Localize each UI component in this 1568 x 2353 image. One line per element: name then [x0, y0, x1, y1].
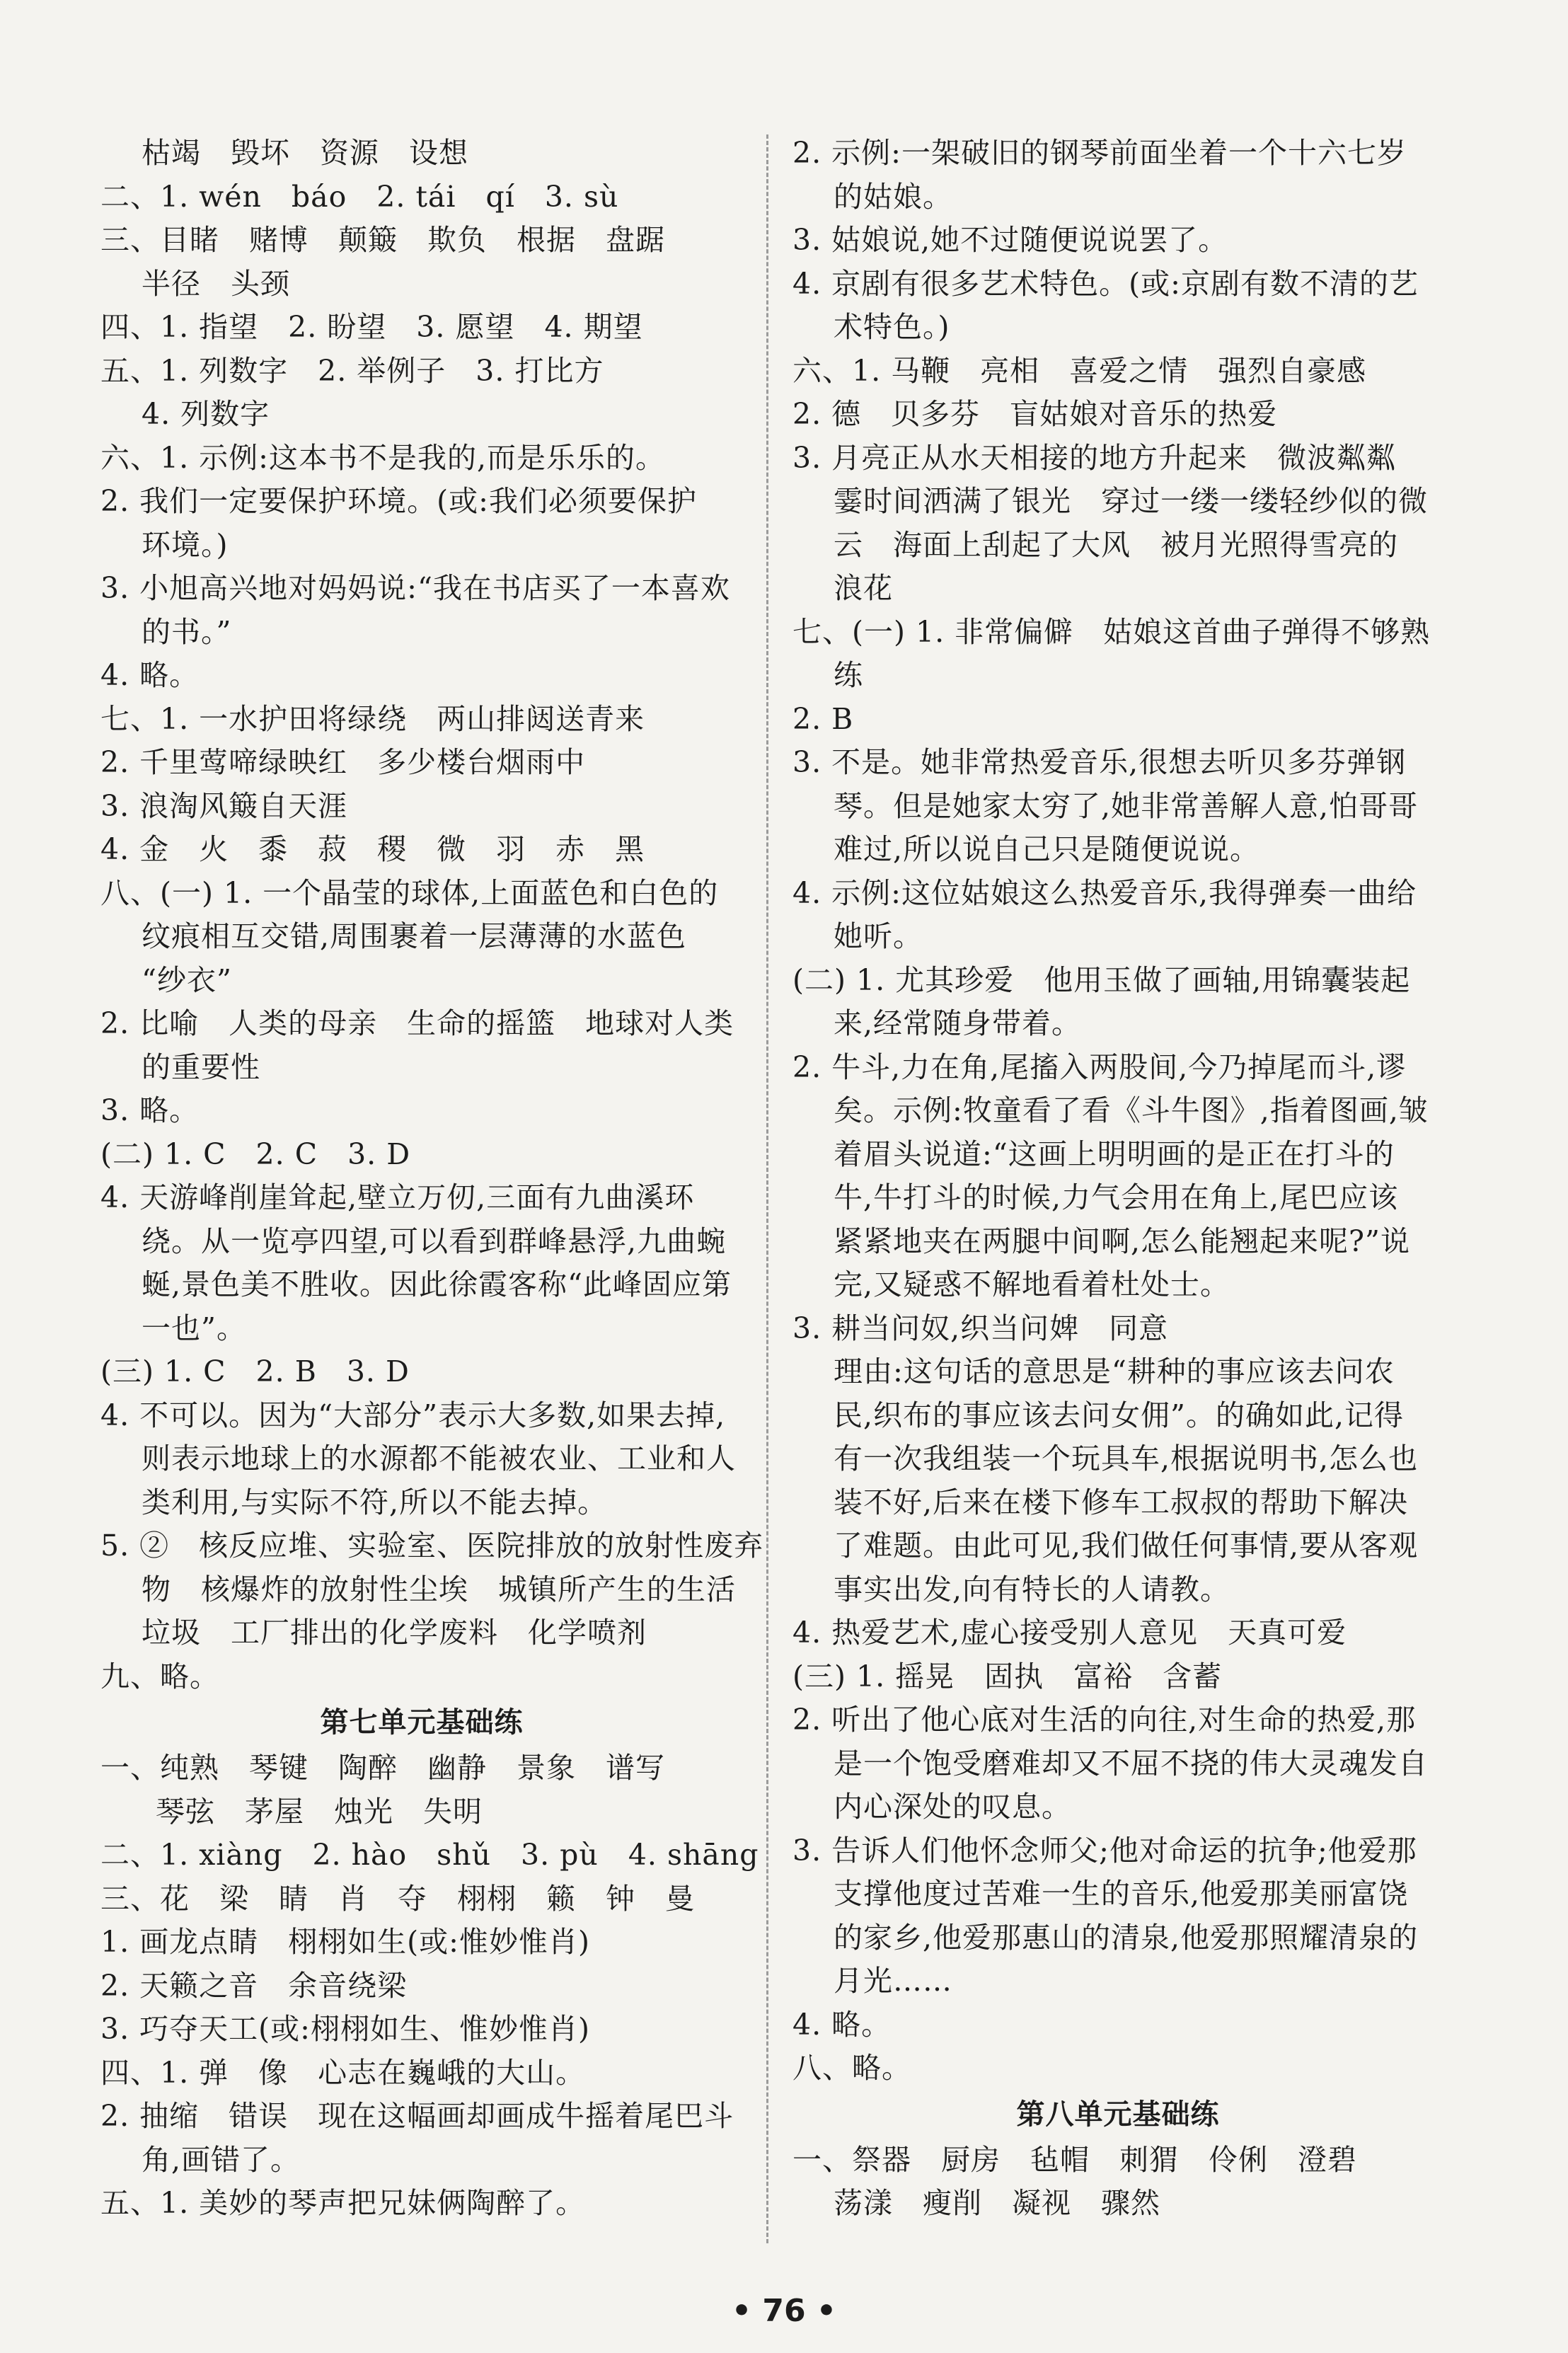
answer-line: 九、略。	[100, 1659, 219, 1693]
section-heading: 第七单元基础练	[320, 1706, 524, 1739]
answer-line: (二) 1. 尤其珍爱 他用玉做了画轴,用锦囊装起	[792, 962, 1411, 997]
answer-line: 5. ② 核反应堆、实验室、医院排放的放射性废弃	[100, 1529, 764, 1563]
answer-line: 六、1. 马鞭 亮相 喜爱之情 强烈自豪感	[792, 353, 1367, 388]
answer-line: 2. 我们一定要保护环境。(或:我们必须要保护	[100, 484, 697, 518]
answer-line: 4. 金 火 黍 菽 稷 微 羽 赤 黑	[100, 832, 645, 866]
answer-line: 的姑娘。	[834, 179, 952, 214]
answer-line: 则表示地球上的水源都不能被农业、工业和人	[142, 1442, 736, 1475]
answer-line: 事实出发,向有特长的人请教。	[834, 1572, 1230, 1606]
answer-line: 2. 听出了他心底对生活的向往,对生命的热爱,那	[792, 1703, 1417, 1737]
answer-line: 的重要性	[142, 1049, 260, 1084]
answer-line: (二) 1. C 2. C 3. D	[100, 1137, 411, 1171]
answer-line: 4. 不可以。因为“大部分”表示大多数,如果去掉,	[100, 1398, 726, 1432]
answer-line: 2. 比喻 人类的母亲 生命的摇篮 地球对人类	[100, 1006, 734, 1040]
answer-line: 3. 不是。她非常热爱音乐,很想去听贝多芬弹钢	[792, 745, 1407, 779]
answer-line: 牛,牛打斗的时候,力气会用在角上,尾巴应该	[834, 1180, 1399, 1214]
answer-line: 纹痕相互交错,周围裹着一层薄薄的水蓝色	[142, 919, 687, 953]
answer-line: 2. 天籁之音 余音绕梁	[100, 1968, 408, 2003]
answer-line: 类利用,与实际不符,所以不能去掉。	[142, 1485, 608, 1519]
answer-line: 完,又疑惑不解地看着杜处士。	[834, 1267, 1230, 1301]
answer-line: 琴弦 茅屋 烛光 失明	[156, 1794, 483, 1829]
answer-line: 蜒,景色美不胜收。因此徐霞客称“此峰固应第	[142, 1267, 732, 1301]
right-column	[792, 132, 1443, 2226]
answer-line: 3. 小旭高兴地对妈妈说:“我在书店买了一本喜欢	[100, 571, 730, 605]
answer-line: 绕。从一览亭四望,可以看到群峰悬浮,九曲蜿	[142, 1224, 727, 1258]
answer-line: 的家乡,他爱那惠山的清泉,他爱那照耀清泉的	[834, 1920, 1419, 1955]
answer-line: 三、花 梁 睛 肖 夺 栩栩 籁 钟 曼	[100, 1881, 695, 1916]
answer-line: 2. 千里莺啼绿映红 多少楼台烟雨中	[100, 745, 586, 779]
answer-line: (三) 1. C 2. B 3. D	[100, 1354, 410, 1388]
answer-line: 浪花	[834, 571, 893, 605]
answer-line: 角,画错了。	[142, 2142, 301, 2177]
answer-line: 来,经常随身带着。	[834, 1006, 1082, 1040]
answer-line: “纱衣”	[142, 962, 232, 997]
answer-line: 一、纯熟 琴键 陶醉 幽静 景象 谱写	[100, 1751, 665, 1785]
section-heading: 第八单元基础练	[1016, 2098, 1220, 2131]
answer-line: 3. 略。	[100, 1093, 200, 1127]
answer-line: 3. 浪淘风簸自天涯	[100, 788, 348, 823]
answer-line: 荡漾 瘦削 凝视 骤然	[834, 2186, 1160, 2220]
answer-line: 枯竭 毁坏 资源 设想	[142, 136, 468, 170]
answer-line: 内心深处的叹息。	[834, 1790, 1071, 1824]
answer-line: 半径 头颈	[142, 266, 290, 301]
answer-line: 难过,所以说自己只是随便说说。	[834, 832, 1260, 866]
answer-line: 4. 京剧有很多艺术特色。(或:京剧有数不清的艺	[792, 266, 1419, 301]
answer-line: 有一次我组装一个玩具车,根据说明书,怎么也	[834, 1442, 1419, 1475]
answer-line: 的书。”	[142, 614, 232, 649]
answer-line: 3. 姑娘说,她不过随便说说罢了。	[792, 223, 1228, 257]
answer-line: 4. 略。	[100, 658, 200, 692]
answer-line: 六、1. 示例:这本书不是我的,而是乐乐的。	[100, 440, 665, 475]
answer-line: 五、1. 美妙的琴声把兄妹俩陶醉了。	[100, 2186, 586, 2220]
answer-line: 支撑他度过苦难一生的音乐,他爱那美丽富饶	[834, 1877, 1409, 1911]
answer-line: 环境。)	[142, 527, 229, 562]
answer-line: 三、目睹 赌博 颠簸 欺负 根据 盘踞	[100, 223, 665, 257]
answer-line: 4. 示例:这位姑娘这么热爱音乐,我得弹奏一曲给	[792, 875, 1417, 910]
answer-line: 2. 抽缩 错误 现在这幅画却画成牛摇着尾巴斗	[100, 2099, 734, 2133]
answer-line: 装不好,后来在楼下修车工叔叔的帮助下解决	[834, 1485, 1409, 1519]
answer-line: 云 海面上刮起了大风 被月光照得雪亮的	[834, 527, 1398, 562]
answer-line: 民,织布的事应该去问女佣”。的确如此,记得	[834, 1398, 1405, 1432]
answer-line: 2. 牛斗,力在角,尾搐入两股间,今乃掉尾而斗,谬	[792, 1049, 1407, 1084]
answer-line: 二、1. wén báo 2. tái qí 3. sù	[100, 179, 619, 214]
answer-line: 紧紧地夹在两腿中间啊,怎么能翘起来呢?”说	[834, 1224, 1410, 1258]
answer-line: 2. 示例:一架破旧的钢琴前面坐着一个十六七岁	[792, 136, 1407, 170]
answer-line: 是一个饱受磨难却又不屈不挠的伟大灵魂发自	[834, 1746, 1428, 1780]
answer-line: 2. 德 贝多芬 盲姑娘对音乐的热爱	[792, 397, 1278, 431]
answer-line: 月光……	[834, 1964, 952, 1998]
answer-line: 一、祭器 厨房 毡帽 刺猬 伶俐 澄碧	[792, 2142, 1357, 2177]
answer-line: 琴。但是她家太穷了,她非常善解人意,怕哥哥	[834, 788, 1419, 823]
answer-line: 4. 天游峰削崖耸起,壁立万仞,三面有九曲溪环	[100, 1180, 695, 1214]
answer-line: 练	[834, 658, 863, 692]
answer-line: 一也”。	[142, 1311, 246, 1345]
answer-line: 霎时间洒满了银光 穿过一缕一缕轻纱似的微	[834, 484, 1428, 518]
answer-line: 五、1. 列数字 2. 举例子 3. 打比方	[100, 353, 604, 388]
answer-line: 八、略。	[792, 2051, 911, 2085]
answer-line: 四、1. 指望 2. 盼望 3. 愿望 4. 期望	[100, 310, 643, 344]
answer-line: 3. 月亮正从水天相接的地方升起来 微波粼粼	[792, 440, 1397, 475]
answer-line: 七、1. 一水护田将绿绕 两山排闼送青来	[100, 701, 645, 736]
answer-line: 4. 列数字	[142, 397, 270, 431]
left-column	[100, 132, 764, 2226]
answer-line: 3. 告诉人们他怀念师父;他对命运的抗争;他爱那	[792, 1833, 1417, 1868]
answer-line: 二、1. xiàng 2. hào shǔ 3. pù 4. shāng	[100, 1838, 759, 1872]
answer-line: 4. 热爱艺术,虚心接受别人意见 天真可爱	[792, 1616, 1347, 1650]
answer-line: 八、(一) 1. 一个晶莹的球体,上面蓝色和白色的	[100, 875, 719, 910]
answer-line: 她听。	[834, 919, 923, 953]
answer-line: 4. 略。	[792, 2007, 892, 2042]
answer-line: 物 核爆炸的放射性尘埃 城镇所产生的生活	[142, 1572, 736, 1606]
answer-line: 矣。示例:牧童看了看《斗牛图》,指着图画,皱	[834, 1093, 1429, 1127]
answer-line: 垃圾 工厂排出的化学废料 化学喷剂	[142, 1616, 647, 1650]
answer-line: 理由:这句话的意思是“耕种的事应该去问农	[834, 1354, 1395, 1388]
answer-line: 1. 画龙点睛 栩栩如生(或:惟妙惟肖)	[100, 1925, 590, 1959]
answer-line: 2. B	[792, 701, 854, 736]
answer-line: (三) 1. 摇晃 固执 富裕 含蓄	[792, 1659, 1223, 1693]
answer-line: 七、(一) 1. 非常偏僻 姑娘这首曲子弹得不够熟	[792, 614, 1431, 649]
answer-line: 着眉头说道:“这画上明明画的是正在打斗的	[834, 1137, 1395, 1171]
answer-line: 术特色。)	[834, 310, 950, 344]
page-number: • 76 •	[731, 2293, 837, 2329]
answer-line: 3. 巧夺天工(或:栩栩如生、惟妙惟肖)	[100, 2012, 590, 2046]
answer-line: 3. 耕当问奴,织当问婢 同意	[792, 1311, 1169, 1345]
column-divider	[766, 134, 770, 2243]
answer-line: 四、1. 弹 像 心志在巍峨的大山。	[100, 2055, 586, 2090]
answer-line: 了难题。由此可见,我们做任何事情,要从客观	[834, 1529, 1419, 1563]
